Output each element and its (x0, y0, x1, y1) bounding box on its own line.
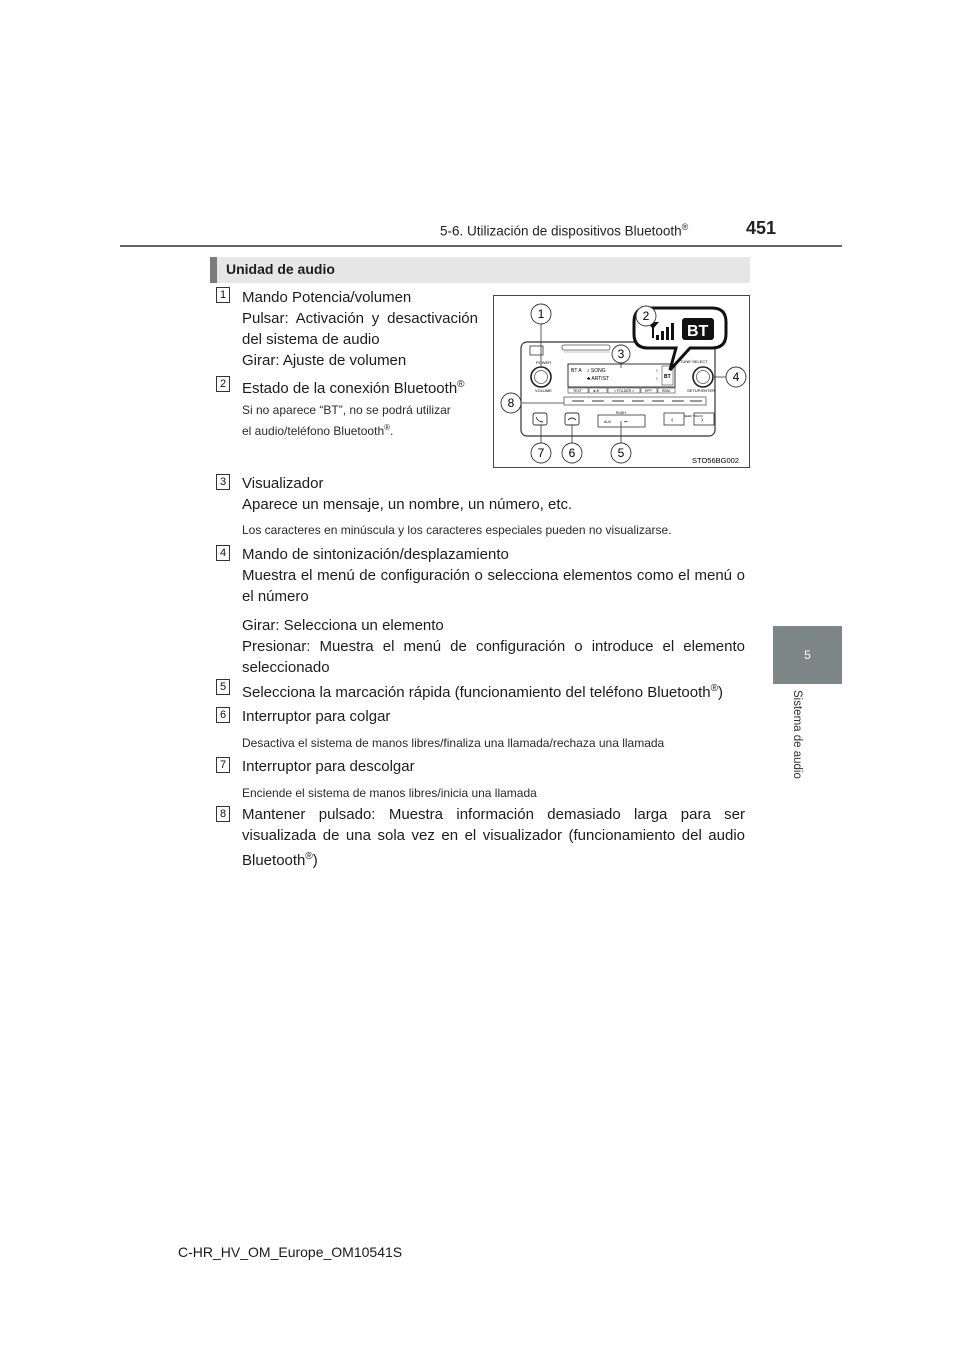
item-2-note (242, 402, 482, 440)
item-1-text (242, 287, 478, 371)
callout-number: 1 (537, 307, 545, 321)
bt-icon-text: BT (687, 323, 709, 340)
item-8-text (242, 804, 745, 871)
item-title: Selecciona la marcación rápida (funcionamiento del teléfono Bluetooth (242, 684, 711, 701)
item-line: Girar: Ajuste de volumen (242, 352, 407, 369)
header-section-title: 5-6. Utilización de dispositivos Bluetooth (440, 223, 682, 239)
pickup-button (533, 413, 547, 425)
section-bar (210, 257, 750, 283)
item-3-note: Los caracteres en minúscula y los caracteres especiales pueden no visualizarse. (242, 523, 672, 537)
callout-number: 4 (732, 370, 740, 384)
item-paragraph: Presionar: Muestra el menú de configuración o introduce el elemento seleccionado (242, 638, 745, 676)
svg-text:›: › (656, 376, 658, 382)
item-number-badge: 3 (216, 474, 230, 490)
registered-mark: ® (681, 222, 689, 232)
item-line: Mando Potencia/volumen (242, 289, 412, 306)
volume-label: VOLUME (535, 388, 552, 393)
item-7-title: Interruptor para descolgar (242, 758, 415, 775)
registered-mark: ® (305, 851, 313, 862)
item-number-badge: 8 (216, 806, 230, 822)
callout-number: 8 (507, 396, 515, 410)
aux-label: AUX (604, 420, 612, 424)
display-song: ♪ SONG (587, 368, 606, 374)
note-line: el audio/teléfono Bluetooth (242, 424, 385, 438)
item-title: Mando de sintonización/desplazamiento (242, 546, 509, 563)
item-7-note: Enciende el sistema de manos libres/inicia una llamada (242, 786, 537, 800)
section-title: Unidad de audio (226, 261, 335, 277)
item-4-text (242, 544, 745, 678)
rdm-button-label: RDM (662, 389, 670, 393)
figure-code: STO56BG002 (692, 456, 739, 465)
callout-number: 2 (642, 309, 650, 323)
chapter-number: 5 (804, 648, 811, 662)
push-label: PUSH (616, 411, 626, 415)
callout-number: 7 (537, 446, 545, 460)
svg-text:⭠: ⭠ (624, 419, 629, 425)
registered-mark: ® (457, 379, 465, 390)
item-number-badge: 1 (216, 287, 230, 303)
item-punct: ) (312, 852, 318, 869)
display (568, 364, 675, 387)
item-line: del sistema de audio (242, 331, 380, 348)
item-number-badge: 6 (216, 707, 230, 723)
item-line: Aparece un mensaje, un nombre, un número, etc. (242, 496, 573, 513)
item-line: Visualizador (242, 475, 324, 492)
folder-button-label: < FOLDER > (614, 389, 635, 393)
item-number-badge: 4 (216, 545, 230, 561)
play-button-label: ►/II (593, 389, 600, 393)
callout-number: 5 (617, 446, 625, 460)
display-bt: BT (664, 374, 671, 380)
registered-mark: ® (710, 683, 719, 694)
seek-label: SEEK TRACK (684, 414, 703, 418)
item-6-title: Interruptor para colgar (242, 708, 391, 725)
callout-number: 6 (568, 446, 576, 460)
hangup-button (565, 413, 579, 425)
item-paragraph: Muestra el menú de configuración o selecciona elementos como el menú o el número (242, 567, 745, 605)
tune-select-label: TUNE·SELECT (680, 359, 708, 364)
item-3-text (242, 473, 747, 515)
text-button-label: TEXT (573, 389, 582, 393)
item-paragraph: Mantener pulsado: Muestra información demasiado larga para ser visualizada de una sola vez en el visualizador (funcionamiento del audio Bluetooth (242, 806, 745, 869)
running-header (440, 222, 688, 239)
item-title: Estado de la conexión Bluetooth (242, 380, 458, 397)
item-number-badge: 7 (216, 757, 230, 773)
note-punct: . (390, 424, 394, 438)
header-rule (120, 245, 842, 247)
item-2-title (242, 374, 482, 399)
audio-unit-figure (493, 295, 750, 468)
seek-back-button (664, 413, 684, 425)
display-mode-text: BT A (571, 368, 582, 374)
item-line: Pulsar: Activación y desactivación (242, 310, 478, 327)
audio-unit-illustration (494, 296, 749, 467)
setup-enter-label: SETUP/ENTER (687, 388, 716, 393)
chapter-tab (773, 626, 842, 684)
disc-slot (562, 345, 610, 350)
item-line: Girar: Selecciona un elemento (242, 617, 444, 634)
rpt-button-label: RPT (645, 389, 652, 393)
svg-text:›: › (656, 368, 658, 374)
svg-text:›: › (701, 417, 704, 424)
note-line: Si no aparece “BT”, no se podrá utilizar (242, 403, 451, 417)
chapter-title: Sistema de audio (791, 690, 803, 779)
page-number: 451 (746, 218, 777, 238)
item-5-text (242, 678, 762, 703)
item-punct: ) (718, 684, 724, 701)
display-artist: ♣ ARTIST (587, 376, 610, 382)
callout-number: 3 (617, 347, 625, 361)
item-6-note: Desactiva el sistema de manos libres/finaliza una llamada/rechaza una llamada (242, 736, 665, 750)
item-number-badge: 2 (216, 376, 230, 392)
item-number-badge: 5 (216, 679, 230, 695)
registered-mark: ® (384, 423, 391, 432)
power-label: POWER (536, 360, 552, 365)
document-code: C-HR_HV_OM_Europe_OM10541S (178, 1244, 403, 1260)
svg-text:‹: ‹ (671, 417, 674, 424)
